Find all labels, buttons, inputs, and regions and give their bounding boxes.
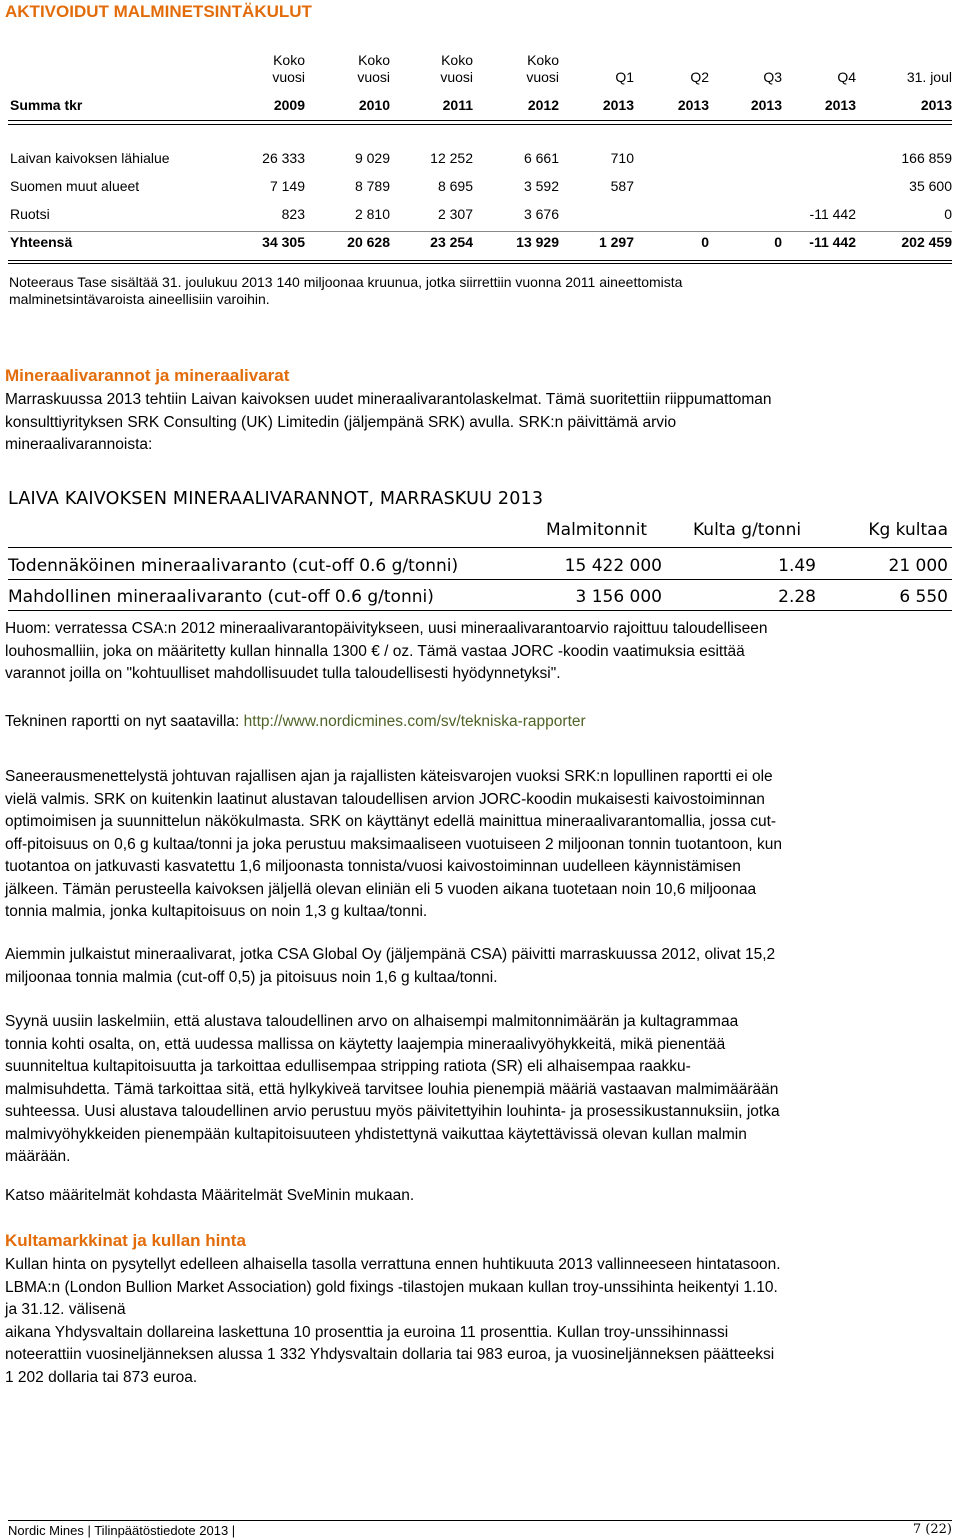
paragraph-gold [5, 1254, 955, 1389]
header-cell: Koko [527, 52, 559, 68]
text-line: tuotantoa on jatkuvasti kasvatettu 1,6 miljoonasta tonnista/vuosi kaivostoiminnan uudelleen käynnistämisen [5, 858, 741, 875]
reserve-kg: 21 000 [888, 556, 948, 576]
header-cell: vuosi [440, 69, 473, 85]
table-rule [8, 120, 952, 121]
table-cell: 8 789 [354, 178, 390, 194]
exploration-costs-table [8, 50, 952, 116]
paragraph-restructuring [5, 766, 955, 924]
text-line: varannot joilla on "kohtuulliset mahdollisuudet tulla taloudellisesti hyödynnetyksi". [5, 665, 561, 682]
table-cell: 20 628 [347, 234, 390, 250]
header-cell: Q1 [615, 69, 634, 85]
table-cell: 34 305 [262, 234, 305, 250]
table-cell: 6 661 [523, 150, 559, 166]
table-cell: 12 252 [430, 150, 473, 166]
footer-rule [8, 1520, 952, 1521]
heading-capitalized-exploration-costs: AKTIVOIDUT MALMINETSINTÄKULUT [5, 2, 312, 21]
reserves-table-title: LAIVA KAIVOKSEN MINERAALIVARANNOT, MARRASKUU 2013 [8, 489, 544, 509]
table-cell: 0 [701, 234, 709, 250]
year-cell: 2013 [750, 97, 782, 113]
text-line: Aiemmin julkaistut mineraalivarat, jotka CSA Global Oy (jäljempänä CSA) päivitti marraskuussa 2012, olivat 15,2 [5, 946, 776, 963]
header-cell: Koko [358, 52, 390, 68]
table-cell: 9 029 [354, 150, 390, 166]
table-cell: 2 307 [437, 206, 473, 222]
table-cell: 1 297 [598, 234, 634, 250]
table-cell: 13 929 [516, 234, 559, 250]
table-cell: 8 695 [437, 178, 473, 194]
table-rule [8, 231, 952, 232]
text-line: off-pitoisuus on 0,6 g kultaa/tonni ja joka perustuu maksimaaliseen vuotuiseen 2 miljoonan tonnin tuotantoon, kun [5, 835, 782, 853]
reserves-rule [8, 547, 952, 548]
year-cell: 2009 [273, 97, 305, 113]
year-cell: 2013 [920, 97, 952, 113]
table-cell: 0 [944, 206, 952, 222]
text-line: Syynä uusiin laskelmiin, että alustava taloudellinen arvo on alhaisempi malmitonnimäärän ja kultagrammaa [5, 1013, 739, 1030]
tech-report-link[interactable]: http://www.nordicmines.com/sv/tekniska-rapporter [243, 713, 586, 730]
table-cell: 3 676 [523, 206, 559, 222]
section-title-gold: Kultamarkkinat ja kullan hinta [5, 1231, 246, 1250]
table-total-row [8, 234, 952, 262]
table-header-row [8, 50, 952, 90]
table-cell: 166 859 [901, 150, 952, 166]
header-cell: vuosi [272, 69, 305, 85]
text-line: aikana Yhdysvaltain dollareina laskettuna 10 prosenttia ja euroina 11 prosenttia. Kullan troy-unssihinnassi [5, 1323, 729, 1341]
text-line: LBMA:n (London Bullion Market Association) gold fixings -tilastojen mukaan kullan troy-unssihinta heikentyi 1.10. [5, 1278, 778, 1296]
text-line: määrään. [5, 1148, 71, 1165]
table-label-sum: Summa tkr [10, 97, 83, 113]
table-cell: 35 600 [909, 178, 952, 194]
reserves-rule [8, 610, 952, 611]
header-cell: Q2 [690, 69, 709, 85]
table-rule [8, 263, 952, 264]
text-line: Huom: verratessa CSA:n 2012 mineraalivarantopäivitykseen, uusi mineraalivarantoarvio rajoittuu taloudelliseen [5, 620, 768, 637]
reserve-kg: 6 550 [899, 587, 948, 607]
row-label: Suomen muut alueet [10, 178, 140, 194]
text-line: suunniteltua kultapitoisuutta ja tarkoittaa edullisempaa stripping ratiota (SR) eli alhaisempaa raakku- [5, 1058, 691, 1075]
tech-report-label: Tekninen raportti on nyt saatavilla: [5, 713, 244, 730]
note-line: malminetsintävaroista aineellisiin varoihin. [9, 291, 270, 307]
header-cell: vuosi [357, 69, 390, 85]
paragraph-definitions: Katso määritelmät kohdasta Määritelmät SveMinin mukaan. [5, 1187, 415, 1204]
text-line: noteerattiin vuosineljänneksen alussa 1 332 Yhdysvaltain dollaria tai 983 euroa, ja vuosineljänneksen päätteeksi [5, 1346, 775, 1363]
row-label: Ruotsi [10, 206, 50, 222]
year-cell: 2013 [824, 97, 856, 113]
header-cell: Q3 [763, 69, 782, 85]
table-cell: 710 [610, 150, 634, 166]
reserve-row-label: Mahdollinen mineraalivaranto (cut-off 0.6 g/tonni) [8, 587, 434, 607]
text-line: suhteessa. Uusi alustava taloudellinen arvio perustuu myös päivitettyihin louhinta- ja prosessikustannuksiin, jotka [5, 1103, 780, 1120]
row-label: Laivan kaivoksen lähialue [10, 150, 170, 166]
text-line: miljoonaa tonnia malmia (cut-off 0,5) ja pitoisuus noin 1,6 g kultaa/tonni. [5, 968, 498, 986]
footer-page-number: 7 (22) [912, 1522, 952, 1537]
text-line: tonnia malmia, jonka kultapitoisuus on noin 1,3 g kultaa/tonni. [5, 903, 428, 920]
text-line: mineraalivarannoista: [5, 436, 153, 453]
row-label-total: Yhteensä [10, 234, 73, 250]
text-line: tonnia kohti osalta, on, että uudessa mallissa on käytetty laajempia mineraalivyöhykkeitä, mikä pienentää [5, 1035, 726, 1053]
header-cell: Koko [273, 52, 305, 68]
text-line: malmivyöhykkeiden pienempään kultapitoisuuteen yhdistettynä vaikuttaa käytettävissä olevan kullan malmin [5, 1125, 747, 1143]
table-cell: 3 592 [523, 178, 559, 194]
header-cell: Koko [441, 52, 473, 68]
paragraph-reason [5, 1011, 955, 1169]
table-cell: 587 [610, 178, 634, 194]
table-year-row [8, 90, 952, 116]
table-rule [8, 124, 952, 125]
table-cell: 202 459 [901, 234, 952, 250]
paragraph-tech-report [5, 711, 955, 734]
year-cell: 2011 [442, 97, 473, 113]
exploration-costs-body [8, 150, 952, 262]
reserves-rule [8, 579, 952, 580]
reserve-row-label: Todennäköinen mineraalivaranto (cut-off 0.6 g/tonni) [8, 556, 459, 576]
reserve-tonnes: 3 156 000 [575, 587, 662, 607]
table-cell: -11 442 [809, 234, 856, 250]
table-row [8, 150, 952, 178]
table-cell: 7 149 [269, 178, 305, 194]
table-rule [8, 260, 952, 261]
text-line: 1 202 dollaria tai 873 euroa. [5, 1368, 198, 1386]
table-row [8, 178, 952, 206]
text-line: Saneerausmenettelystä johtuvan rajallisen ajan ja rajallisten käteisvarojen vuoksi SRK:n lopullinen raportti ei ole [5, 768, 773, 785]
footer-publication: Nordic Mines | Tilinpäätöstiedote 2013 | [8, 1523, 236, 1538]
year-cell: 2012 [527, 97, 559, 113]
year-cell: 2013 [602, 97, 634, 113]
table-cell: 26 333 [262, 150, 305, 166]
header-cell: 31. joul [906, 69, 952, 85]
table-cell: 23 254 [430, 234, 473, 250]
text-line: Marraskuussa 2013 tehtiin Laivan kaivoksen uudet mineraalivarantolaskelmat. Tämä suoritettiin riippumattoman [5, 391, 772, 408]
col-header-grade: Kulta g/tonni [693, 520, 802, 540]
text-line: konsulttiyrityksen SRK Consulting (UK) Limitedin (jäljempänä SRK) avulla. SRK:n päivittämä arvio [5, 413, 677, 431]
year-cell: 2013 [677, 97, 709, 113]
year-cell: 2010 [358, 97, 390, 113]
paragraph-previous-resources [5, 944, 955, 989]
header-cell: Q4 [837, 69, 856, 85]
text-line: louhosmalliin, joka on määritetty kullan hinnalla 1300 € / oz. Tämä vastaa JORC -koodin vaatimuksia esittää [5, 642, 745, 660]
reserve-grade: 2.28 [778, 587, 816, 607]
col-header-kg: Kg kultaa [868, 520, 948, 540]
reserve-grade: 1.49 [778, 556, 816, 576]
paragraph-minerals [5, 389, 955, 457]
text-line: vielä valmis. SRK on kuitenkin laatinut alustavan taloudellisen arvion JORC-koodin mukaisesti kaivostoiminnan [5, 790, 765, 808]
table-note [9, 274, 889, 308]
text-line: Kullan hinta on pysytellyt edelleen alhaisella tasolla verrattuna ennen huhtikuuta 2013 vallinneeseen hintatasoon. [5, 1256, 781, 1273]
note-line: Noteeraus Tase sisältää 31. joulukuu 2013 140 miljoonaa kruunua, jotka siirrettiin vuonna 2011 aineettomista [9, 274, 683, 290]
text-line: jälkeen. Tämän perusteella kaivoksen jäljellä olevan eliniän eli 5 vuoden aikana tuotetaan noin 10,6 miljoonaa [5, 880, 757, 898]
text-line: ja 31.12. välisenä [5, 1301, 126, 1318]
col-header-tonnes: Malmitonnit [546, 520, 648, 540]
header-cell: vuosi [526, 69, 559, 85]
table-cell: -11 442 [809, 206, 856, 222]
section-title-minerals: Mineraalivarannot ja mineraalivarat [5, 366, 290, 385]
reserve-tonnes: 15 422 000 [564, 556, 662, 576]
text-line: malmisuhdetta. Tämä tarkoittaa sitä, että hylkykiveä tarvitsee louhia pienempiä määriä vastaavan malmimäärään [5, 1080, 779, 1098]
table-cell: 823 [281, 206, 305, 222]
paragraph-note-huom [5, 618, 955, 686]
table-row [8, 206, 952, 234]
table-cell: 2 810 [354, 206, 390, 222]
table-cell: 0 [774, 234, 782, 250]
text-line: optimoimisen ja suunnittelun näkökulmasta. SRK on käyttänyt edellä mainittua mineraalivarantomallia, jossa cut- [5, 813, 777, 830]
